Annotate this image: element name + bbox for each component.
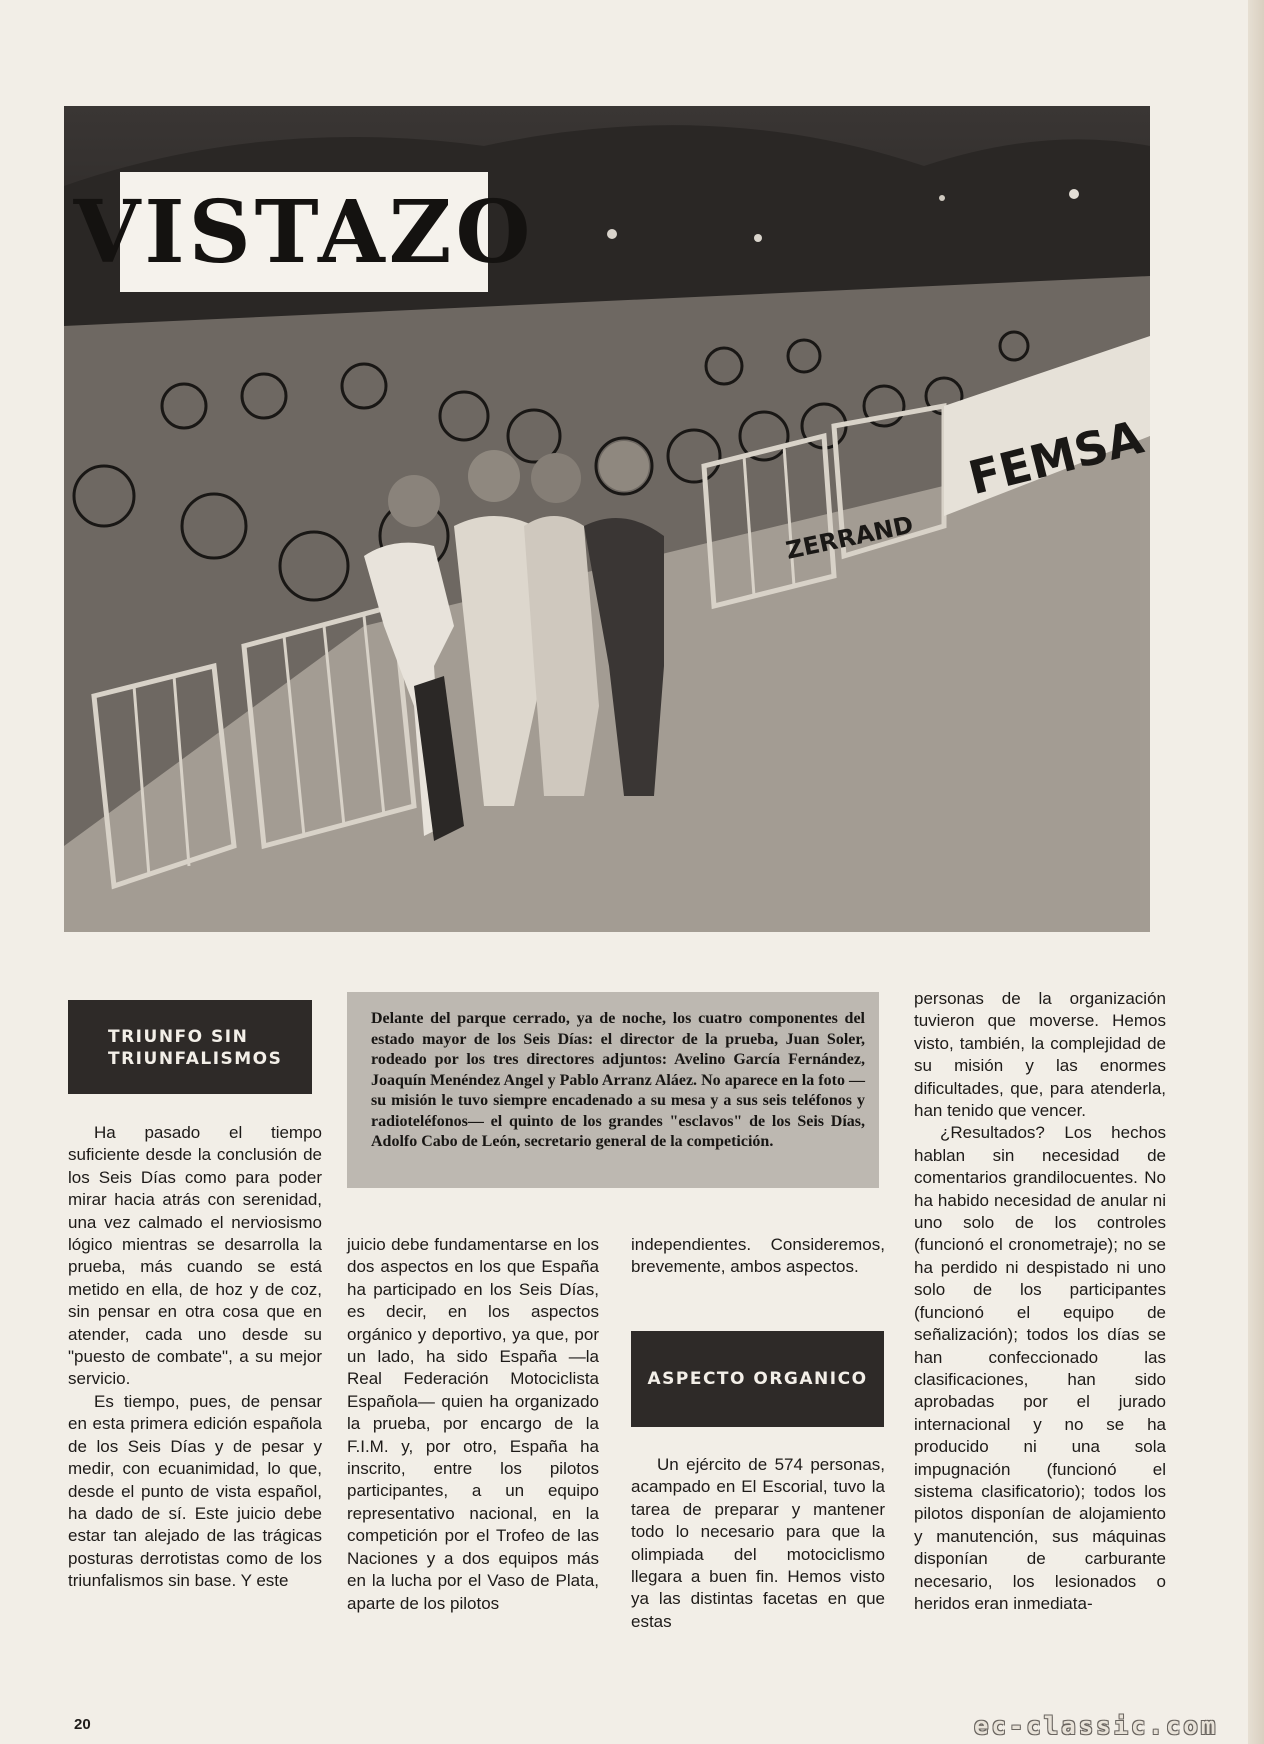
paragraph: Ha pasado el tiempo suficiente desde la conclusión de los Seis Días como para poder mirar hacia atrás con serenidad, una vez calmado el nerviosismo lógico mientras se desarrolla la prueba, más cuando se está metido en ella, de hoz y de coz, sin pensar en otra cosa que en atender, cada uno desde su "puesto de combate", a su mejor servicio.	[68, 1123, 322, 1389]
paragraph: Es tiempo, pues, de pensar en esta primera edición española de los Seis Días y de pesar y medir, con ecuanimidad, lo que, desde el punto de vista español, ha dado de sí. Este juicio debe estar tan alejado de las trágicas posturas derrotistas como de los triunfalismos sin base. Y este	[68, 1391, 322, 1591]
title-box	[73, 172, 535, 292]
page-title: VISTAZO	[73, 181, 535, 283]
section-heading-triunfo	[68, 1000, 312, 1094]
main-photo	[64, 106, 1150, 932]
column-4	[914, 988, 1166, 1615]
column-1	[68, 1122, 322, 1593]
paragraph: personas de la organización tuvieron que moverse. Hemos visto, también, la complejidad de su misión y las enormes dificultades, que, para atenderla, han tenido que vencer.	[914, 989, 1166, 1121]
paragraph: Un ejército de 574 personas, acampado en El Escorial, tuvo la tarea de preparar y mantener todo lo necesario para que la olimpiada del motociclismo llegara a buen fin. Hemos visto ya las distintas facetas en que estas	[631, 1455, 885, 1631]
section-heading-text: ASPECTO ORGANICO	[647, 1369, 868, 1389]
photo-caption: Delante del parque cerrado, ya de noche, los cuatro componentes del estado mayor de los Seis Días: el director de la prueba, Juan Soler, rodeado por los tres directores adjuntos: Avelino García Fernández, Joaquín Menéndez Angel y Pablo Arranz Aláez. No aparece en la foto —su misión le tuvo siempre encadenado a su mesa y a sus seis teléfonos y radioteléfonos— el quinto de los grandes "esclavos" de los Seis Días, Adolfo Cabo de León, secretario general de la competición.	[347, 992, 879, 1188]
watermark: ec-classic.com	[974, 1712, 1219, 1740]
photo-banner-text: FEMSA	[963, 409, 1149, 506]
column-3-bottom	[631, 1454, 885, 1633]
page-edge	[1248, 0, 1264, 1744]
photo-barrier-sign: ZERRAND	[783, 510, 916, 565]
section-heading-text: TRIUNFO SIN TRIUNFALISMOS	[108, 1027, 283, 1069]
paragraph: ¿Resultados? Los hechos hablan sin necesidad de comentarios grandilocuentes. No ha habido necesidad de anular ni uno solo de los controles (funcionó el cronometraje); no se ha perdido ni despistado ni uno solo de los participantes (funcionó el equipo de señalización); todos los días se han confeccionado las clasificaciones, han sido aprobadas por el jurado internacional y no se ha producido ni una sola impugnación (funcionó el sistema clasificatorio); todos los pilotos disponían de alojamiento y manutención, sus máquinas disponían de carburante necesario, los lesionados o heridos eran inmediata-	[914, 1123, 1166, 1613]
section-heading-aspecto	[631, 1331, 884, 1427]
page-number: 20	[74, 1716, 91, 1733]
paragraph: juicio debe fundamentarse en los dos aspectos en los que España ha participado en los Seis Días, es decir, en los aspectos orgánico y deportivo, ya que, por un lado, ha sido España —la Real Federación Motociclista Española— quien ha organizado la prueba, por encargo de la F.I.M. y, por otro, España ha inscrito, entre los pilotos participantes, a un equipo representativo nacional, en la competición por el Trofeo de las Naciones y a dos equipos más en la lucha por el Vaso de Plata, aparte de los pilotos	[347, 1235, 599, 1613]
column-2	[347, 1234, 599, 1615]
column-3-top	[631, 1234, 885, 1279]
paragraph: independientes. Consideremos, brevemente, ambos aspectos.	[631, 1235, 885, 1277]
